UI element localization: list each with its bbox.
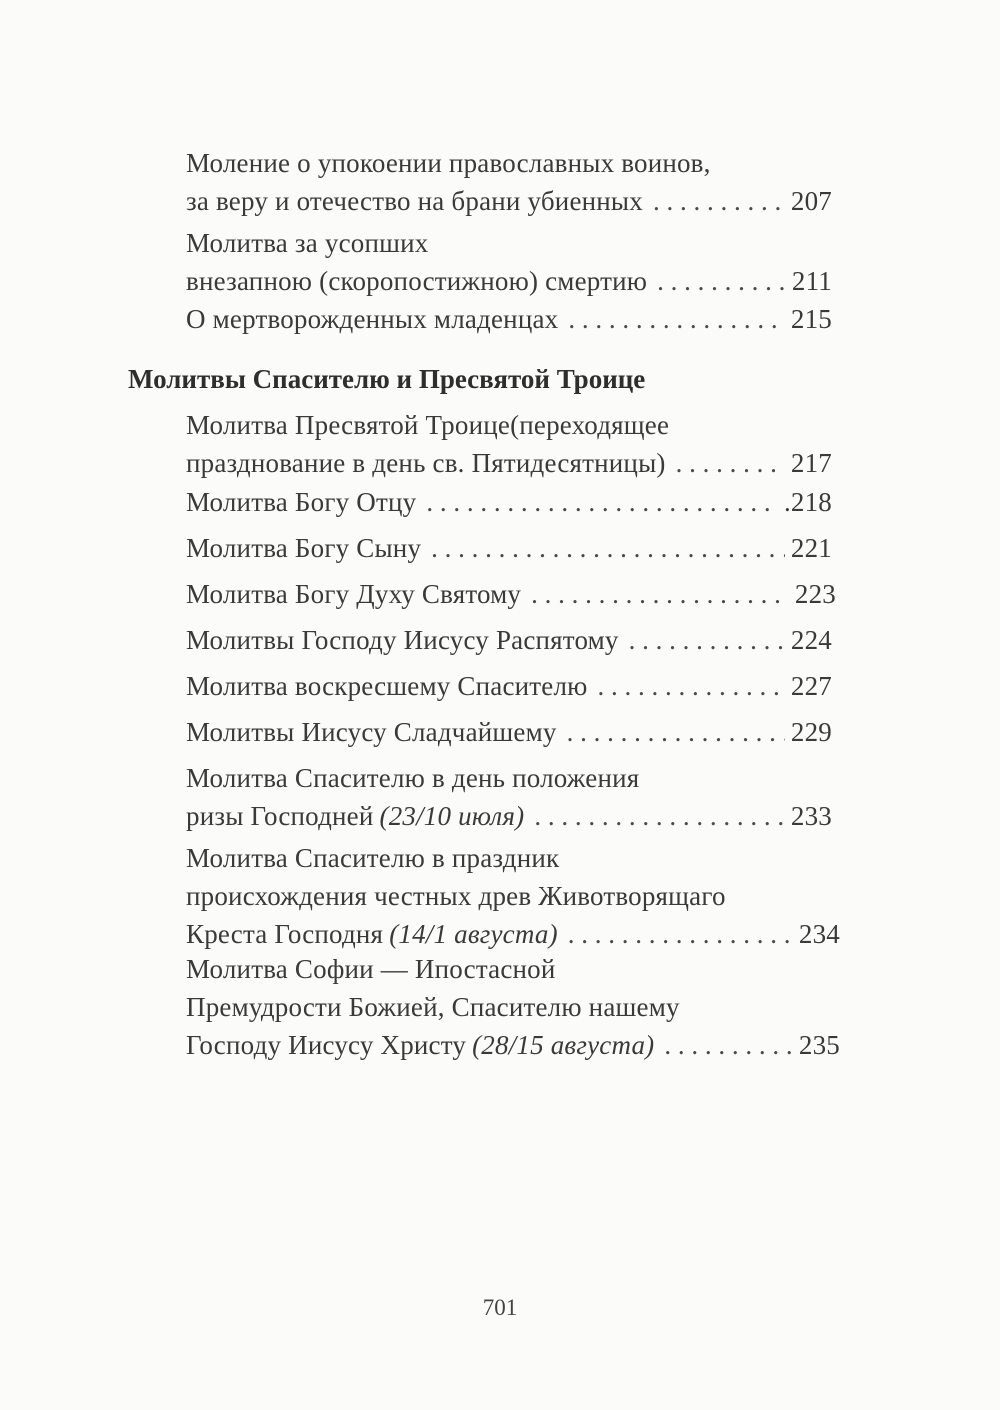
entry-title: О мертворожденных младенцах (186, 304, 559, 334)
entry-last-line (186, 1026, 840, 1064)
toc-entry[interactable] (186, 483, 832, 521)
entry-line: Молитва Спасителю в день положения (186, 763, 640, 793)
leader-dots (629, 621, 785, 659)
entry-date: (28/15 августа) (472, 1030, 655, 1060)
page-number: 207 (790, 186, 832, 216)
toc-entry[interactable] (186, 144, 832, 220)
toc-entry[interactable] (186, 713, 832, 751)
entry-title: Молитва воскресшему Спасителю (186, 671, 588, 701)
entry-line: Моление о упокоении православных воинов, (186, 148, 711, 178)
entry-last-line (186, 182, 832, 220)
leader-dots (426, 483, 778, 521)
page-number: 233 (790, 801, 832, 831)
entry-title: Молитвы Иисусу Сладчайшему (186, 717, 557, 747)
leader-dots (653, 182, 785, 220)
entry-line: Молитва за усопших (186, 228, 429, 258)
toc-entry[interactable] (186, 406, 832, 482)
entry-last-line (186, 300, 832, 338)
entry-title: Молитва Богу Духу Святому (186, 579, 522, 609)
entry-last-line (186, 667, 832, 705)
entry-title: Господу Иисусу Христу (186, 1030, 467, 1060)
toc-entry[interactable] (186, 575, 836, 613)
entry-last-line (186, 915, 840, 953)
toc-entry[interactable] (186, 667, 832, 705)
leader-dots (664, 1026, 793, 1064)
page-number: 235 (798, 1030, 840, 1060)
leader-dots (534, 797, 785, 835)
page-number: 217 (790, 448, 832, 478)
entry-last-line (186, 483, 832, 521)
leader-dots (598, 667, 785, 705)
entry-line: Молитва Спасителю в праздник (186, 843, 560, 873)
entry-date: (23/10 июля) (379, 801, 525, 831)
entry-last-line (186, 262, 832, 300)
entry-last-line (186, 529, 832, 567)
toc-entry[interactable] (186, 529, 832, 567)
section-title: Молитвы Спасителю и Пресвятой Троице (128, 364, 646, 394)
entry-title: Молитва Богу Сыну (186, 533, 422, 563)
leader-dots (531, 575, 789, 613)
entry-last-line (186, 575, 836, 613)
toc-entry[interactable] (186, 950, 840, 1064)
entry-line: Премудрости Божией, Спасителю нашему (186, 992, 680, 1022)
toc-entry[interactable] (186, 621, 832, 659)
toc-entry[interactable] (186, 300, 832, 338)
entry-title: ризы Господней (186, 801, 374, 831)
page-number: 211 (791, 266, 832, 296)
entry-line: происхождения честных древ Животворящаго (186, 881, 726, 911)
leader-dots (431, 529, 785, 567)
toc-entry[interactable] (186, 839, 840, 953)
page-number: 215 (790, 304, 832, 334)
page-number: 227 (790, 671, 832, 701)
page-number: 229 (790, 717, 832, 747)
page-number: 234 (798, 919, 840, 949)
entry-title: празднование в день св. Пятидесятницы) (186, 448, 666, 478)
leader-dots (568, 915, 793, 953)
leader-dots (568, 300, 785, 338)
entry-last-line (186, 621, 832, 659)
toc-entry[interactable] (186, 759, 832, 835)
entry-title: Молитва Богу Отцу (186, 487, 417, 517)
leader-dots (567, 713, 785, 751)
page-number: 221 (790, 533, 832, 563)
entry-title: за веру и отечество на брани убиенных (186, 186, 643, 216)
entry-line: Молитва Пресвятой Троице(переходящее (186, 410, 670, 440)
entry-last-line (186, 713, 832, 751)
entry-title: внезапною (скоропостижною) смертию (186, 266, 648, 296)
entry-title: Креста Господня (186, 919, 384, 949)
entry-line: Молитва Софии — Ипостасной (186, 954, 556, 984)
page-number: 224 (790, 625, 832, 655)
entry-title: Молитвы Господу Иисусу Распятому (186, 625, 619, 655)
toc-entry[interactable] (186, 224, 832, 300)
leader-dots (676, 444, 785, 482)
entry-last-line (186, 444, 832, 482)
page-number: .218 (783, 487, 832, 517)
page-number: 223 (794, 579, 836, 609)
leader-dots (657, 262, 786, 300)
page-folio: 701 (482, 1295, 518, 1320)
entry-last-line (186, 797, 832, 835)
entry-date: (14/1 августа) (389, 919, 558, 949)
